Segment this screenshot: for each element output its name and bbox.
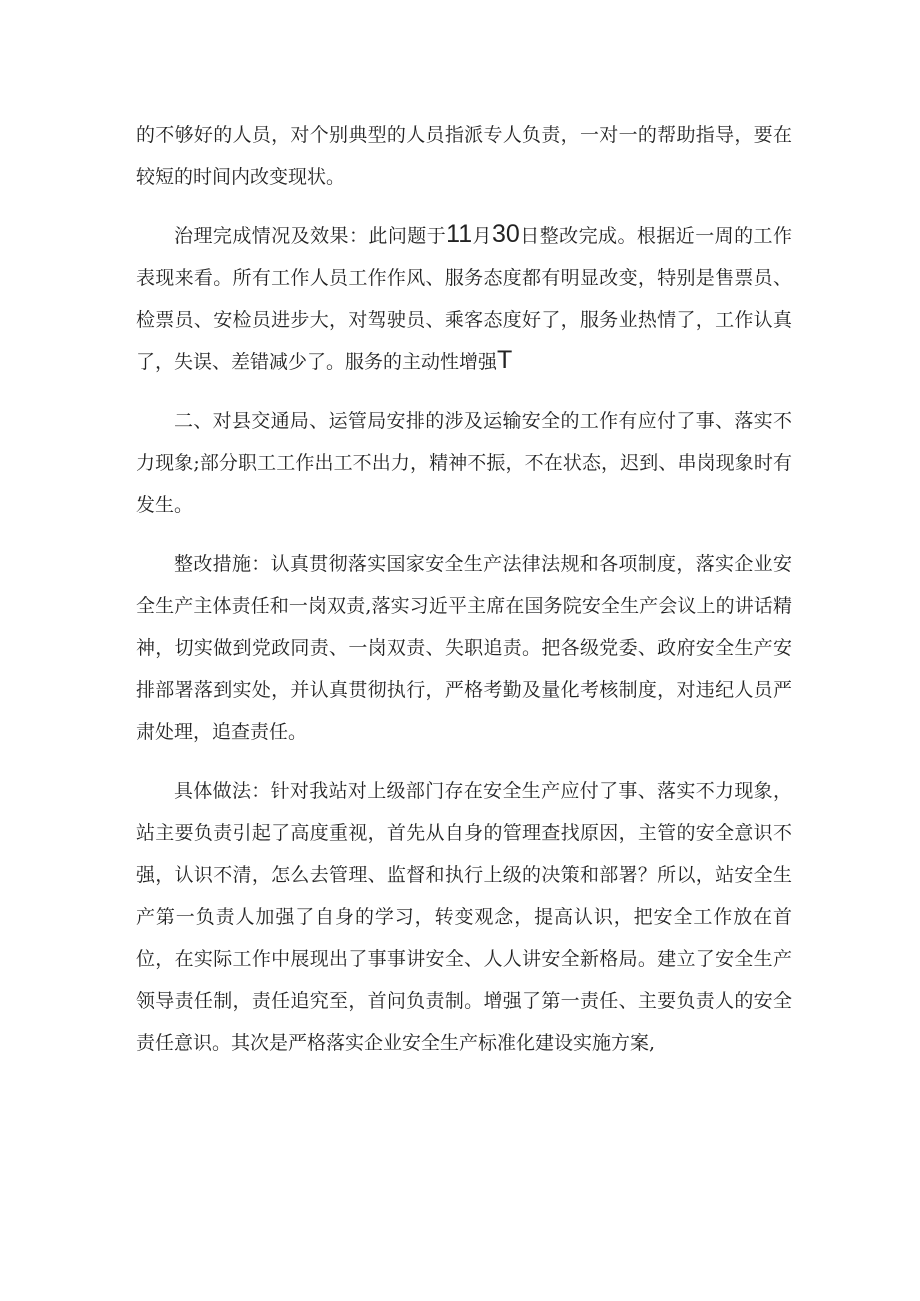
trailing-letter: T xyxy=(497,346,513,374)
paragraph-2-text-after: 日整改完成。根据近一周的工作表现来看。所有工作人员工作作风、服务态度都有明显改变，特别是售票员、检票员、安检员进步大，对驾驶员、乘客态度好了，服务业热情了，工作认真了，失误、差错减少了。服务的主动性增强 xyxy=(136,225,792,373)
month-label: 月 xyxy=(472,225,492,247)
paragraph-2-text-before: 治理完成情况及效果：此问题于 xyxy=(174,225,447,247)
month-number: 11 xyxy=(446,220,473,248)
paragraph-4: 整改措施：认真贯彻落实国家安全生产法律法规和各项制度，落实企业安全生产主体责任和一岗双责,落实习近平主席在国务院安全生产会议上的讲话精神，切实做到党政同责、一岗双责、失职追责。把各级党委、政府安全生产安排部署落到实处，并认真贯彻执行，严格考勤及量化考核制度，对违纪人员严肃处理，追查责任。 xyxy=(136,553,792,743)
day-number: 30 xyxy=(492,220,520,248)
document-body xyxy=(136,114,792,1081)
paragraph-2 xyxy=(136,215,792,383)
paragraph-1: 的不够好的人员，对个别典型的人员指派专人负责，一对一的帮助指导，要在较短的时间内改变现状。 xyxy=(136,124,792,188)
paragraph-5: 具体做法：针对我站对上级部门存在安全生产应付了事、落实不力现象，站主要负责引起了高度重视，首先从自身的管理查找原因，主管的安全意识不强，认识不清，怎么去管理、监督和执行上级的决策和部署？所以，站安全生产第一负责人加强了自身的学习，转变观念，提高认识，把安全工作放在首位，在实际工作中展现出了事事讲安全、人人讲安全新格局。建立了安全生产领导责任制，责任追究至，首问负责制。增强了第一责任、主要负责人的安全责任意识。其次是严格落实企业安全生产标准化建设实施方案, xyxy=(136,780,792,1054)
paragraph-3: 二、对县交通局、运管局安排的涉及运输安全的工作有应付了事、落实不力现象;部分职工工作出工不出力，精神不振，不在状态，迟到、串岗现象时有发生。 xyxy=(136,410,792,516)
